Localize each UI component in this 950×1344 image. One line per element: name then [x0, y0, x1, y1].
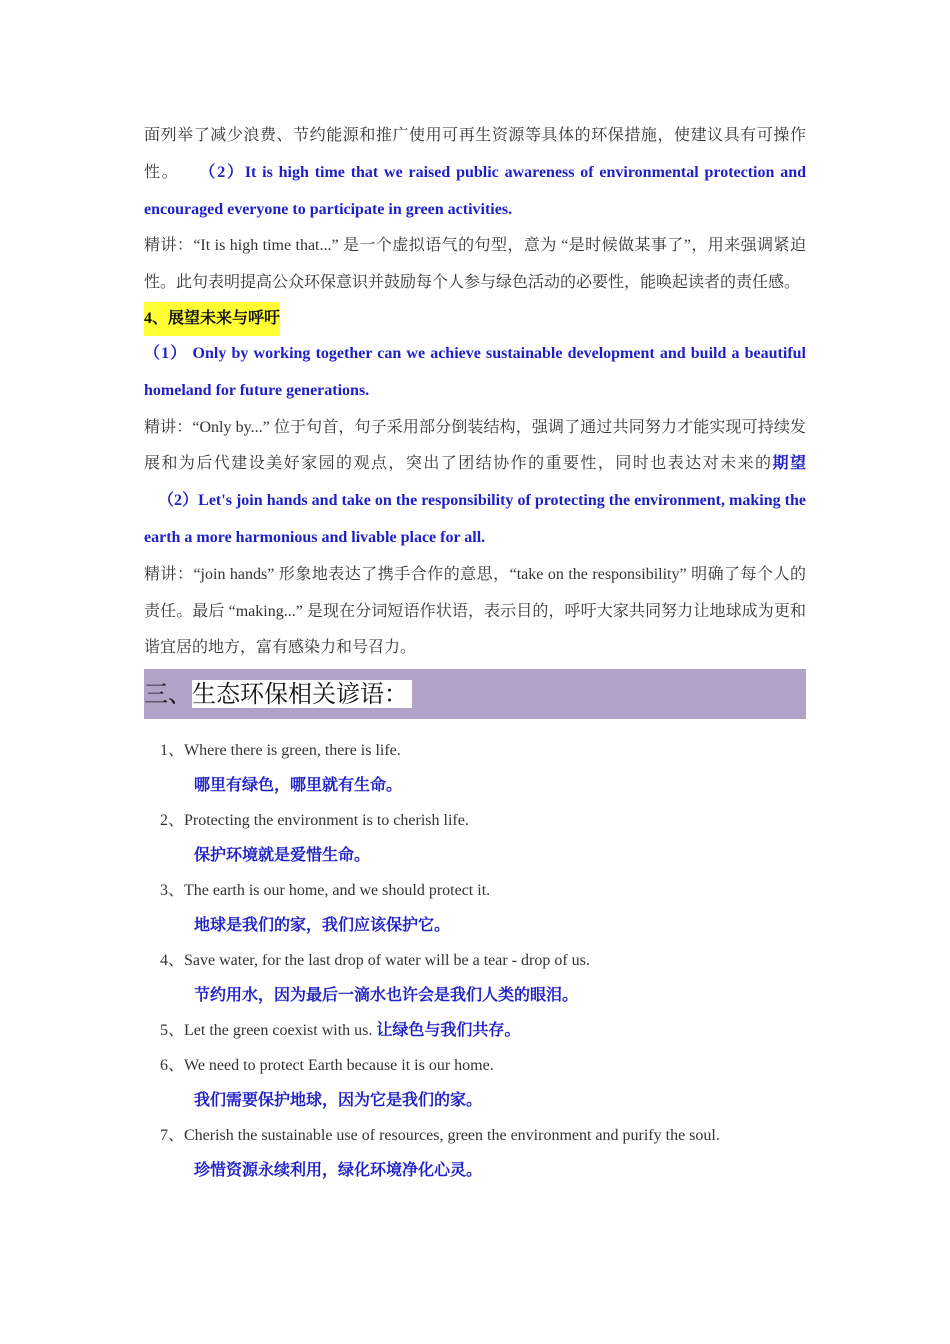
paragraph-measures-text: 面列举了减少浪费、节约能源和推广使用可再生资源等具体的环保措施，使建议具有可操作性。	[144, 127, 806, 181]
proverb-2-zh: 保护环境就是爱惜生命。	[194, 847, 371, 865]
proverb-6-zh: 我们需要保护地球，因为它是我们的家。	[194, 1092, 483, 1110]
proverb-7-en: 7、Cherish the sustainable use of resources, green the environment and purify the soul.	[160, 1127, 720, 1145]
note-only-by-text: 精讲：“Only by...” 位于句首，句子采用部分倒装结构，强调了通过共同努力才能实现可持续发展和为后代建设美好家园的观点，突出了团结协作的重要性，同时也表达对未来的	[144, 418, 806, 473]
sentence-high-time-label: （2）	[199, 163, 245, 181]
proverb-4-zh: 节约用水，因为最后一滴水也许会是我们人类的眼泪。	[194, 987, 579, 1005]
proverb-4-en: 4、Save water, for the last drop of water will be a tear - drop of us.	[160, 952, 590, 970]
section-title-prefix: 三、	[144, 680, 192, 709]
proverb-1-zh: 哪里有绿色，哪里就有生命。	[194, 777, 403, 795]
note-join-hands: 精讲：“join hands” 形象地表达了携手合作的意思，“take on the responsibility” 明确了每个人的责任。最后 “making...” 是现在分词短语作状语，表示目的，呼吁大家共同努力让地球成为更和谐宜居的地方，富有感染力和号召力。	[144, 565, 806, 657]
heading-outlook	[144, 302, 806, 336]
document-page	[144, 118, 806, 1188]
note-high-time: 精讲：“It is high time that...” 是一个虚拟语气的句型，意为 “是时候做某事了”，用来强调紧迫性。此句表明提高公众环保意识并鼓励每个人参与绿色活动的必要性，能唤起读者的责任感。	[144, 237, 806, 292]
section-header-bar	[144, 669, 806, 719]
heading-outlook-text: 4、展望未来与呼吁	[144, 302, 280, 336]
proverb-3-zh: 地球是我们的家，我们应该保护它。	[194, 917, 451, 935]
proverb-5-en: 5、Let the green coexist with us.	[160, 1022, 373, 1040]
sentence-join-hands-label: （2）	[158, 492, 199, 510]
proverb-3-en: 3、The earth is our home, and we should protect it.	[160, 882, 491, 900]
sentence-only-by: （1） Only by working together can we achieve sustainable development and build a beautiful homeland for future generations.	[144, 344, 806, 399]
proverb-2-en: 2、Protecting the environment is to cherish life.	[160, 812, 469, 830]
proverb-1-en: 1、Where there is green, there is life.	[160, 742, 401, 760]
sentence-join-hands: Let's join hands and take on the responsibility of protecting the environment, making the earth a more harmonious and livable place for all.	[144, 492, 806, 546]
sentence-high-time: It is high time that we raised public awareness of environmental protection and encouraged everyone to participate in green activities.	[144, 163, 806, 218]
proverb-5-zh: 让绿色与我们共存。	[376, 1022, 521, 1040]
proverb-5	[160, 1013, 806, 1048]
proverb-7-zh: 珍惜资源永续利用，绿化环境净化心灵。	[194, 1162, 483, 1180]
note-only-by-tail: 期望	[772, 455, 806, 473]
proverb-list	[144, 733, 806, 1188]
note-only-by	[144, 410, 806, 557]
section-title	[144, 677, 412, 711]
section-title-text: 生态环保相关谚语：	[192, 680, 412, 708]
proverb-6-en: 6、We need to protect Earth because it is our home.	[160, 1057, 494, 1075]
paragraph-measures	[144, 118, 806, 228]
